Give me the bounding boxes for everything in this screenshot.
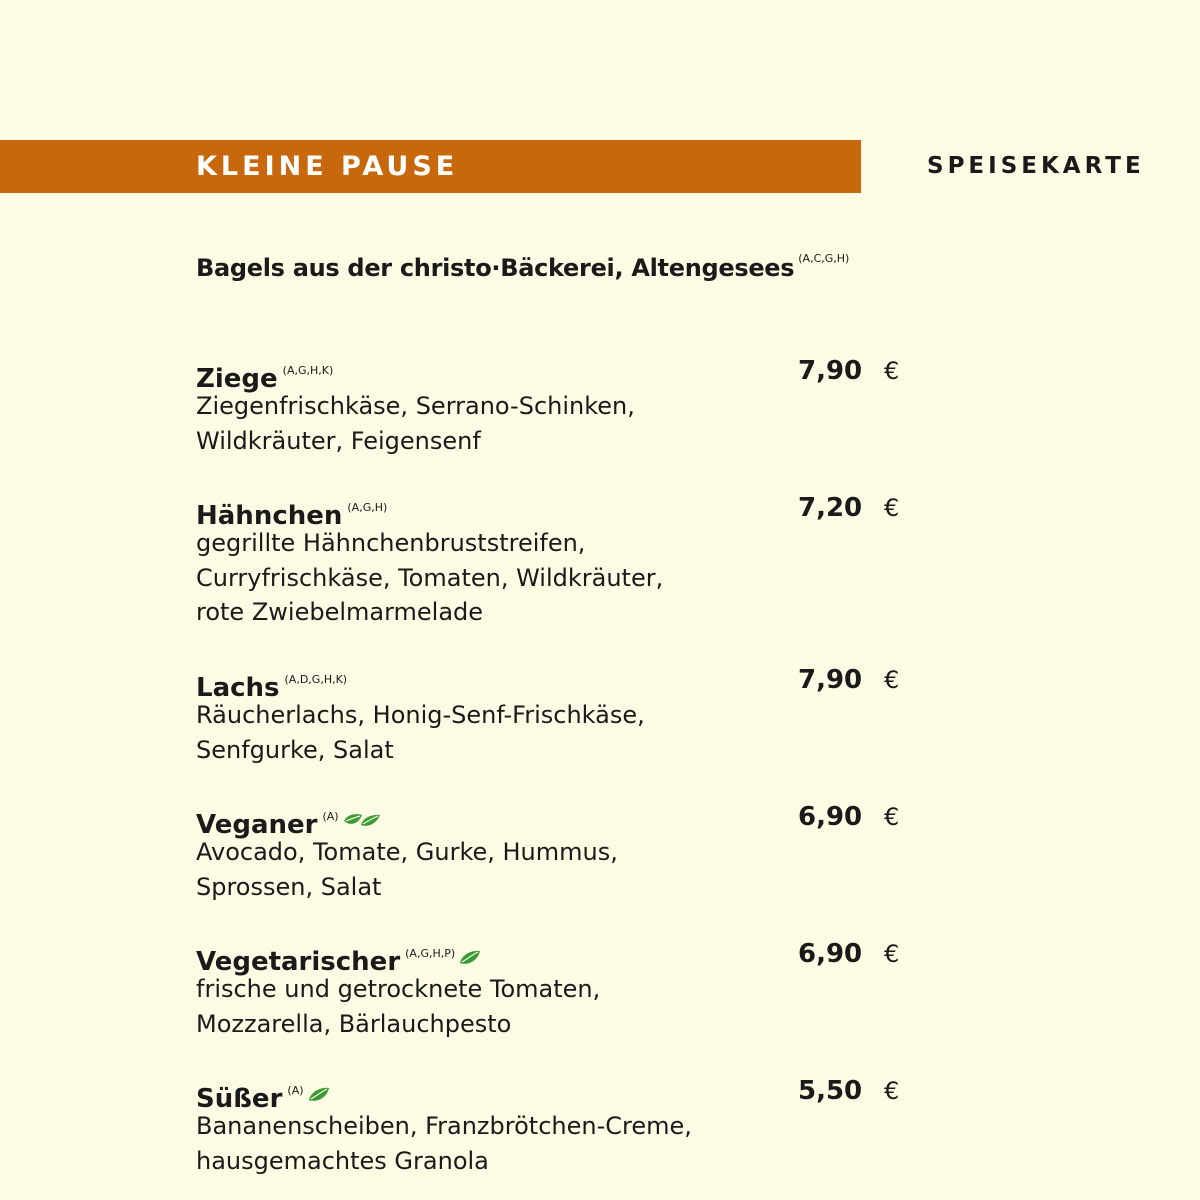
item-name: Süßer (196, 1084, 283, 1114)
section-banner (0, 140, 861, 193)
item-description-line: Avocado, Tomate, Gurke, Hummus, (196, 838, 618, 866)
item-description-line: Senfgurke, Salat (196, 735, 394, 764)
item-name: Veganer (196, 810, 318, 840)
item-description (196, 698, 916, 767)
item-price: 7,90 (798, 665, 863, 695)
item-allergens: (A,D,G,H,K) (284, 673, 348, 686)
item-name: Ziege (196, 364, 278, 394)
subtitle-text: Bagels aus der christo·Bäckerei, Altengesees (196, 254, 795, 282)
vegan-leaves-icon (343, 812, 381, 830)
item-name: Lachs (196, 673, 280, 703)
item-allergens: (A,G,H,K) (282, 364, 334, 377)
vegetarian-leaf-icon (308, 1086, 330, 1104)
item-description-line: frische und getrocknete Tomaten, (196, 975, 601, 1003)
item-price: 7,90 (798, 356, 863, 386)
item-description-line: Bananenscheiben, Franzbrötchen-Creme, (196, 1112, 692, 1140)
item-price: 7,20 (798, 493, 863, 523)
item-allergens: (A,G,H,P) (405, 947, 456, 960)
item-description-line: gegrillte Hähnchenbruststreifen, (196, 529, 586, 557)
item-price: 6,90 (798, 802, 863, 832)
menu-subtitle (196, 252, 849, 282)
menu-item (196, 663, 916, 767)
vegetarian-leaf-icon (459, 949, 481, 967)
item-price: 6,90 (798, 939, 863, 969)
item-description (196, 972, 916, 1041)
item-currency: € (884, 494, 900, 522)
menu-item (196, 937, 916, 1041)
item-description (196, 835, 916, 904)
item-description (196, 389, 916, 458)
item-description-line: hausgemachtes Granola (196, 1146, 489, 1175)
menu-item (196, 491, 916, 630)
menu-item (196, 354, 916, 458)
item-description (196, 1109, 916, 1178)
menu-item (196, 1074, 916, 1178)
subtitle-allergens: (A,C,G,H) (798, 252, 850, 265)
page-label: SPEISEKARTE (927, 153, 1145, 179)
item-description (196, 526, 916, 630)
item-description-line: Mozzarella, Bärlauchpesto (196, 1009, 512, 1038)
item-description-line: Räucherlachs, Honig-Senf-Frischkäse, (196, 701, 645, 729)
item-currency: € (884, 940, 900, 968)
item-currency: € (884, 666, 900, 694)
item-description-line: Sprossen, Salat (196, 872, 382, 901)
item-description-line: Ziegenfrischkäse, Serrano-Schinken, (196, 392, 635, 420)
item-allergens: (A) (287, 1084, 304, 1097)
item-price: 5,50 (798, 1076, 863, 1106)
item-currency: € (884, 803, 900, 831)
item-currency: € (884, 1077, 900, 1105)
item-allergens: (A) (322, 810, 339, 823)
item-allergens: (A,G,H) (347, 501, 388, 514)
item-description-line: rote Zwiebelmarmelade (196, 598, 484, 626)
section-title: KLEINE PAUSE (196, 151, 459, 182)
item-description-line: Wildkräuter, Feigensenf (196, 426, 481, 455)
item-name: Vegetarischer (196, 947, 401, 977)
item-description-line: Curryfrischkäse, Tomaten, Wildkräuter, (196, 563, 664, 592)
item-currency: € (884, 357, 900, 385)
item-name: Hähnchen (196, 501, 343, 531)
menu-item (196, 800, 916, 904)
